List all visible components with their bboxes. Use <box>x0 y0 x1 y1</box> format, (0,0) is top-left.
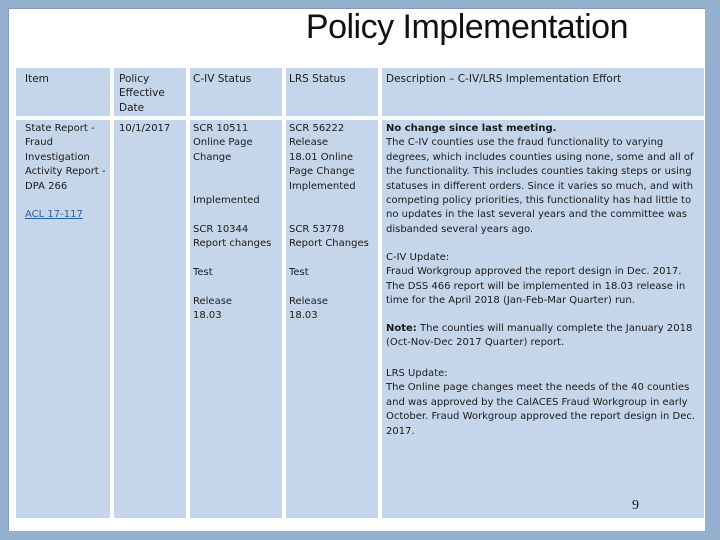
description-lrs-update-heading: LRS Update: <box>386 368 448 379</box>
header-description: Description – C-IV/LRS Implementation Effort <box>386 73 622 85</box>
civ-test: Test <box>193 267 213 278</box>
lrs-scr-online: SCR 56222 Release 18.01 Online Page Change Implemented <box>289 123 356 192</box>
description-block-2 <box>386 251 698 309</box>
header-civ-status: C-IV Status <box>193 73 252 85</box>
header-divider <box>16 116 704 120</box>
lrs-scr-report: SCR 53778 Report Changes <box>289 224 369 250</box>
description-civ-counties: The C-IV counties use the fraud functionality to varying degrees, which includes counties using none, some and all of the functionality. This includes counties taking steps or using statuses in different orders. Since it varies so much, and with competing policy priorities, this functionality has had little to no updates in the last several years and the committee was disbanded several years ago. <box>386 137 694 235</box>
civ-release: Release 18.03 <box>193 296 233 322</box>
description-block-4 <box>386 367 698 439</box>
description-note-label: Note: <box>386 323 417 334</box>
civ-scr-online: SCR 10511 Online Page Change <box>193 123 253 163</box>
header-item: Item <box>25 73 49 85</box>
description-lrs-update-body: The Online page changes meet the needs of the 40 counties and was approved by the CalACES Fraud Workgroup in early October. Fraud Workgroup approved the report design in Dec. 2017. <box>386 382 696 437</box>
page-number: 9 <box>632 498 639 513</box>
civ-implemented: Implemented <box>193 195 260 206</box>
description-note-body: The counties will manually complete the January 2018 (Oct-Nov-Dec 2017 Quarter) report. <box>386 323 693 349</box>
lrs-test: Test <box>289 267 309 278</box>
description-civ-update-body: Fraud Workgroup approved the report design in Dec. 2017. The DSS 466 report will be implemented in 18.03 release in time for the April 2018 (Jan-Feb-Mar Quarter) run. <box>386 266 686 307</box>
header-lrs-status: LRS Status <box>289 73 346 85</box>
item-name: State Report - Fraud Investigation Activity Report - DPA 266 <box>25 123 106 192</box>
civ-scr-report: SCR 10344 Report changes <box>193 224 272 250</box>
description-civ-update-heading: C-IV Update: <box>386 252 450 263</box>
page-title: Policy Implementation <box>305 8 628 46</box>
header-effective-date: Policy Effective Date <box>119 73 165 114</box>
acl-link[interactable]: ACL 17-117 <box>25 209 83 220</box>
effective-date-value: 10/1/2017 <box>119 123 171 134</box>
lrs-release: Release 18.03 <box>289 296 329 322</box>
description-block-1 <box>386 122 698 237</box>
description-block-3 <box>386 322 698 351</box>
description-no-change: No change since last meeting. <box>386 123 557 134</box>
